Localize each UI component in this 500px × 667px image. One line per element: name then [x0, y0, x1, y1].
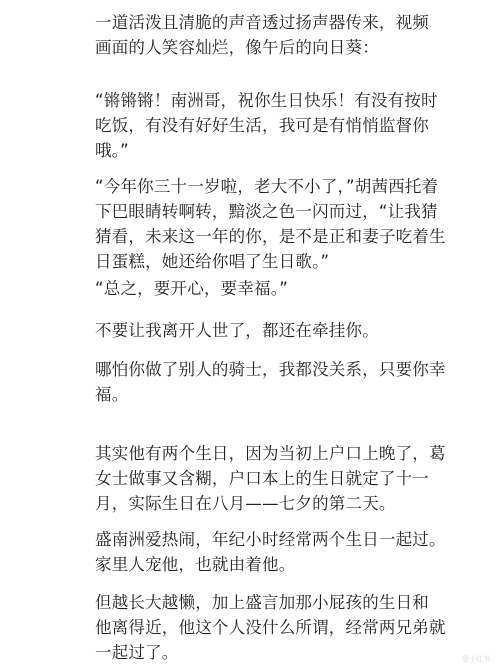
text-line: 猜看，未来这一年的你，是不是正和妻子吃着生 — [95, 227, 446, 246]
text-line: 哦。” — [95, 141, 129, 160]
text-line: 家里人宠他，也就由着他。 — [95, 555, 296, 574]
paragraph-still-care — [95, 318, 435, 343]
text-line: 一道活泼且清脆的声音透过扬声器传来，视频 — [95, 13, 429, 32]
paragraph-be-happy — [95, 276, 435, 301]
text-line: 吃饭，有没有好好生活，我可是有悄悄监督你 — [95, 116, 429, 135]
text-line: 不要让我离开人世了，都还在牵挂你。 — [95, 321, 379, 340]
text-line: 福。 — [95, 385, 129, 404]
text-line: 盛南洲爱热闹，年纪小时经常两个生日一起过。 — [95, 530, 446, 549]
paragraph-loves-fun — [95, 527, 446, 577]
text-line: “总之，要开心，要幸福。” — [95, 279, 288, 298]
text-line: 女士做事又含糊，户口本上的生日就定了十一 — [95, 469, 429, 488]
text-line: “锵锵锵！南洲哥，祝你生日快乐！有没有按时 — [95, 91, 438, 110]
text-line: “今年你三十一岁啦，老大不小了，”胡茜西托着 — [95, 177, 439, 196]
text-line: 哪怕你做了别人的骑士，我都没关系，只要你幸 — [95, 360, 446, 379]
paragraph-thirty-one — [95, 174, 446, 274]
text-line: 他离得近，他这个人没什么所谓，经常两兄弟就 — [95, 618, 446, 637]
text-line: 一起过了。 — [95, 643, 179, 662]
text-line: 但越长大越懒，加上盛言加那小屁孩的生日和 — [95, 593, 429, 612]
text-line: 画面的人笑容灿烂，像午后的向日葵： — [95, 38, 379, 57]
paragraph-two-birthdays — [95, 441, 446, 516]
paragraph-birthday-greeting — [95, 88, 438, 163]
paragraph-brothers — [95, 590, 446, 665]
text-line: 月，实际生日在八月——七夕的第二天。 — [95, 494, 396, 513]
text-line: 下巴眼睛转啊转，黯淡之色一闪而过，“让我猜 — [95, 202, 438, 221]
paragraph-knight — [95, 357, 446, 407]
text-line: 其实他有两个生日，因为当初上户口上晚了，葛 — [95, 444, 446, 463]
text-line: 日蛋糕，她还给你唱了生日歌。” — [95, 252, 330, 271]
paragraph-intro — [95, 10, 435, 60]
watermark: @小红书 — [462, 655, 490, 663]
